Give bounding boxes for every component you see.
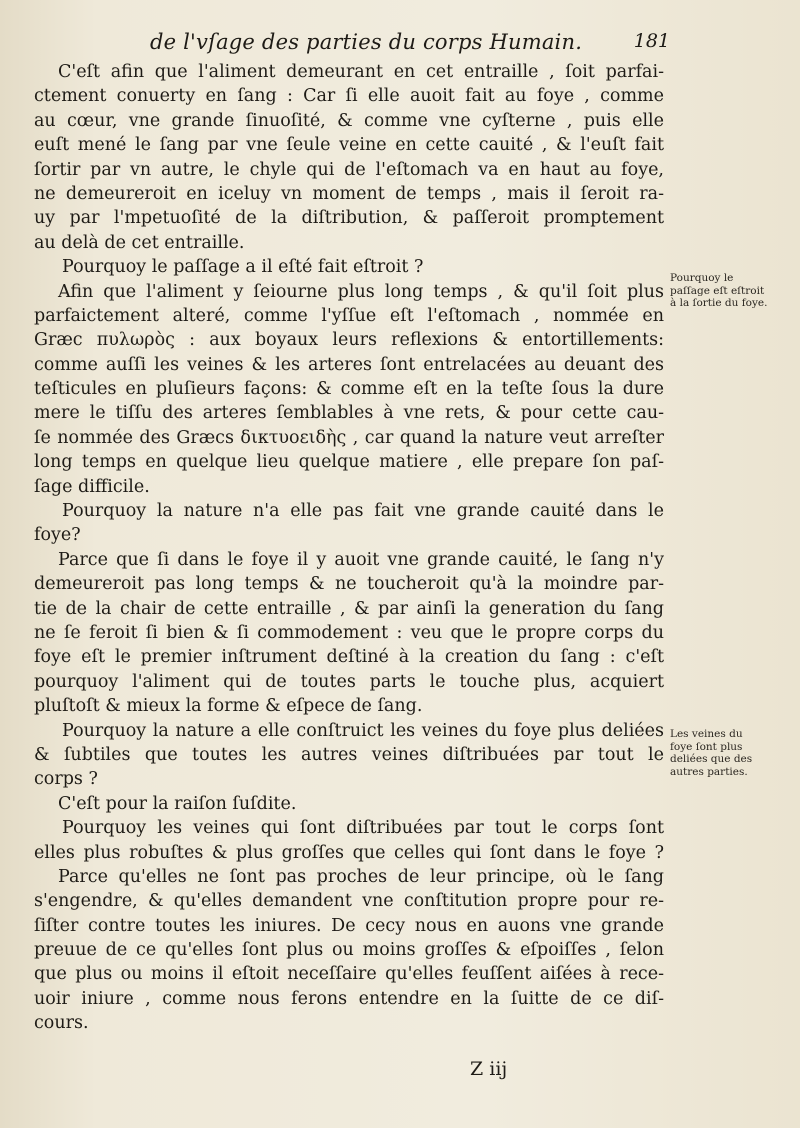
text-line: C'eſt afin que l'aliment demeurant en cet entraille , ſoit parfai- [58,62,664,82]
question-line: Pourquoy le paſſage a il eſté fait eſtroit ? [62,257,424,278]
text-line: ctement conuerty en ſang : Car ſi elle auoit fait au foye , comme [34,86,664,107]
question-line: elles plus robuſtes & plus groſſes que celles qui ſont dans le foye ? [34,842,664,863]
text-line: ſiſter contre toutes les iniures. De cecy nous en auons vne grande [34,915,664,936]
question-line: Pourquoy la nature n'a elle pas fait vne grande cauité dans le [62,501,664,522]
page-number: 181 [633,30,670,52]
text-line: ſe nommée des Græcs δικτυοειδὴς , car quand la nature veut arreſter [34,427,664,448]
text-line: euſt mené le ſang par vne ſeule veine en cette cauité , & l'euſt fait [34,135,664,156]
body-text [34,60,664,1036]
margin-note-veins: Les veines du foye ſont plus deliées que des autres parties. [670,728,753,778]
question-line: Pourquoy la nature a elle conſtruict les veines du foye plus deliées [62,720,664,741]
running-title: de l'vſage des parties du corps Humain. [150,30,583,54]
text-line: au cœur, vne grande ſinuoſité, & comme vne cyſterne , puis elle [34,110,664,131]
text-line: ne ſe feroit ſi bien & ſi commodement : veu que le propre corps du [34,622,664,643]
text-line: pluſtoſt & mieux la forme & eſpece de ſang. [34,696,423,717]
text-line: teſticules en pluſieurs façons: & comme eſt en la teſte ſous la dure [34,379,664,400]
text-line: ne demeureroit en iceluy vn moment de temps , mais il ſeroit ra- [34,183,664,204]
text-line: uy par l'mpetuoſité de la diſtribution, & paſſeroit promptement [34,208,664,229]
text-line: mere le tiſſu des arteres ſemblables à vne rets, & pour cette cau- [34,403,664,424]
text-line: parfaictement alteré, comme l'yſſue eſt l'eſtomach , nommée en [34,305,664,326]
text-line: s'engendre, & qu'elles demandent vne conſtitution propre pour re- [34,891,664,912]
text-line: au delà de cet entraille. [34,232,245,253]
text-line: pourquoy l'aliment qui de toutes parts le touche plus, acquiert [34,671,664,692]
text-line: preuue de ce qu'elles ſont plus ou moins groſſes & eſpoiſſes , ſelon [34,940,664,961]
text-line: que plus ou moins il eſtoit neceſſaire qu'elles feuſſent aiſées à rece- [34,964,664,985]
text-line: uoir iniure , comme nous ferons entendre en la ſuitte de ce diſ- [34,988,664,1009]
text-line: demeureroit pas long temps & ne toucheroit qu'à la moindre par- [34,574,664,595]
text-line: long temps en quelque lieu quelque matiere , elle prepare ſon paſ- [34,452,664,473]
text-line: cours. [34,1013,89,1034]
text-line: Græc πυλωρὸς : aux boyaux leurs reflexions & entortillements: [34,330,664,351]
text-line: Afin que l'aliment y ſeiourne plus long temps , & qu'il ſoit plus [58,281,664,302]
text-line: Parce que ſi dans le foye il y auoit vne grande cauité, le ſang n'y [58,549,664,570]
text-line: comme auſſi les veines & les arteres ſont entrelacées au deuant des [34,354,664,375]
text-line: ſage difficile. [34,476,150,497]
text-line: C'eſt pour la raiſon ſuſdite. [58,793,297,814]
question-line: & ſubtiles que toutes les autres veines diſtribuées par tout le [34,744,664,765]
text-line: foye eſt le premier inſtrument deſtiné à la creation du ſang : c'eſt [34,647,664,668]
question-line: foye? [34,525,81,546]
signature-mark: Z iij [470,1058,508,1080]
margin-note-passage: Pourquoy le paſſage eſt eſtroit à la ſortie du foye. [670,272,768,309]
page-header [150,30,670,54]
text-line: Parce qu'elles ne ſont pas proches de leur principe, où le ſang [58,866,664,887]
question-line: corps ? [34,769,98,790]
text-line: ſortir par vn autre, le chyle qui de l'eſtomach va en haut au foye, [34,159,664,180]
question-line: Pourquoy les veines qui ſont diſtribuées par tout le corps ſont [62,818,664,839]
text-line: tie de la chair de cette entraille , & par ainſi la generation du ſang [34,598,664,619]
